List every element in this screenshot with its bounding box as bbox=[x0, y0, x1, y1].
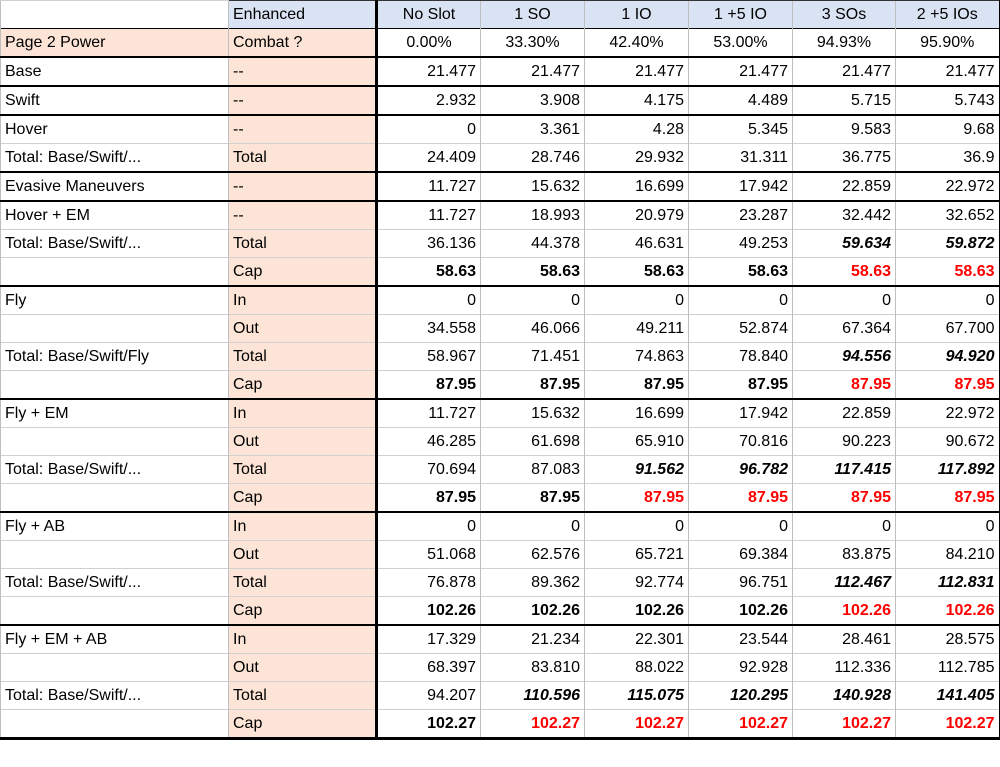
row-enhanced[interactable]: Cap bbox=[229, 484, 377, 513]
table-row bbox=[1, 428, 1000, 456]
value-cell[interactable]: 4.28 bbox=[585, 115, 689, 144]
row-label[interactable]: Total: Base/Swift/... bbox=[1, 144, 229, 173]
table-row bbox=[1, 399, 1000, 428]
value-cell[interactable]: 92.774 bbox=[585, 569, 689, 597]
value-cell[interactable]: 44.378 bbox=[481, 230, 585, 258]
value-cell[interactable]: 102.26 bbox=[896, 597, 1000, 626]
value-cell[interactable]: 87.95 bbox=[689, 484, 793, 513]
value-cell[interactable]: 78.840 bbox=[689, 343, 793, 371]
value-cell[interactable]: 67.700 bbox=[896, 315, 1000, 343]
value-cell[interactable]: 87.95 bbox=[481, 371, 585, 400]
table-row bbox=[1, 172, 1000, 201]
value-cell[interactable]: 94.207 bbox=[377, 682, 481, 710]
value-cell[interactable]: 36.775 bbox=[793, 144, 896, 173]
value-cell[interactable]: 112.336 bbox=[793, 654, 896, 682]
value-cell[interactable]: 96.782 bbox=[689, 456, 793, 484]
value-cell[interactable]: 9.68 bbox=[896, 115, 1000, 144]
row-label[interactable]: Total: Base/Swift/Fly bbox=[1, 343, 229, 371]
percent-cell[interactable]: 94.93% bbox=[793, 29, 896, 58]
value-cell[interactable]: 34.558 bbox=[377, 315, 481, 343]
value-cell[interactable]: 4.489 bbox=[689, 86, 793, 115]
percent-row-label[interactable]: Page 2 Power bbox=[1, 29, 229, 58]
percent-cell[interactable]: 42.40% bbox=[585, 29, 689, 58]
row-enhanced[interactable]: Out bbox=[229, 315, 377, 343]
value-cell[interactable]: 120.295 bbox=[689, 682, 793, 710]
value-cell[interactable]: 102.27 bbox=[793, 710, 896, 739]
value-cell[interactable]: 65.910 bbox=[585, 428, 689, 456]
value-cell[interactable]: 28.575 bbox=[896, 625, 1000, 654]
value-cell[interactable]: 0 bbox=[481, 512, 585, 541]
value-cell[interactable]: 87.95 bbox=[793, 484, 896, 513]
value-cell[interactable]: 23.287 bbox=[689, 201, 793, 230]
value-cell[interactable]: 31.311 bbox=[689, 144, 793, 173]
row-label[interactable]: Total: Base/Swift/... bbox=[1, 230, 229, 258]
row-label[interactable]: Total: Base/Swift/... bbox=[1, 456, 229, 484]
value-cell[interactable]: 87.95 bbox=[585, 484, 689, 513]
row-enhanced[interactable]: Total bbox=[229, 569, 377, 597]
value-cell[interactable]: 49.253 bbox=[689, 230, 793, 258]
value-cell[interactable]: 0 bbox=[481, 286, 585, 315]
table-row bbox=[1, 484, 1000, 513]
value-cell[interactable]: 65.721 bbox=[585, 541, 689, 569]
value-cell[interactable]: 112.831 bbox=[896, 569, 1000, 597]
row-enhanced[interactable]: In bbox=[229, 286, 377, 315]
table-row bbox=[1, 682, 1000, 710]
row-label[interactable]: Fly + EM bbox=[1, 399, 229, 428]
value-cell[interactable]: 117.892 bbox=[896, 456, 1000, 484]
value-cell[interactable]: 15.632 bbox=[481, 172, 585, 201]
value-cell[interactable]: 102.27 bbox=[585, 710, 689, 739]
value-cell[interactable]: 15.632 bbox=[481, 399, 585, 428]
percent-row-enhanced[interactable]: Combat ? bbox=[229, 29, 377, 58]
value-cell[interactable]: 58.63 bbox=[377, 258, 481, 287]
row-label[interactable]: Swift bbox=[1, 86, 229, 115]
row-enhanced[interactable]: -- bbox=[229, 57, 377, 86]
row-label[interactable]: Fly bbox=[1, 286, 229, 315]
value-cell[interactable]: 61.698 bbox=[481, 428, 585, 456]
header-1-io[interactable]: 1 IO bbox=[585, 1, 689, 29]
value-cell[interactable]: 102.27 bbox=[481, 710, 585, 739]
value-cell[interactable]: 59.872 bbox=[896, 230, 1000, 258]
value-cell[interactable]: 87.95 bbox=[793, 371, 896, 400]
row-enhanced[interactable]: -- bbox=[229, 201, 377, 230]
value-cell[interactable]: 88.022 bbox=[585, 654, 689, 682]
value-cell[interactable]: 20.979 bbox=[585, 201, 689, 230]
row-enhanced[interactable]: Total bbox=[229, 230, 377, 258]
table-row bbox=[1, 654, 1000, 682]
table-row bbox=[1, 201, 1000, 230]
value-cell[interactable]: 46.285 bbox=[377, 428, 481, 456]
table-row bbox=[1, 371, 1000, 400]
value-cell[interactable]: 87.95 bbox=[585, 371, 689, 400]
value-cell[interactable]: 70.816 bbox=[689, 428, 793, 456]
row-label[interactable]: Total: Base/Swift/... bbox=[1, 569, 229, 597]
value-cell[interactable]: 94.920 bbox=[896, 343, 1000, 371]
value-cell[interactable]: 17.942 bbox=[689, 172, 793, 201]
row-enhanced[interactable]: -- bbox=[229, 172, 377, 201]
value-cell[interactable]: 69.384 bbox=[689, 541, 793, 569]
table-row bbox=[1, 456, 1000, 484]
value-cell[interactable]: 46.066 bbox=[481, 315, 585, 343]
percent-row bbox=[1, 29, 1000, 58]
value-cell[interactable]: 58.63 bbox=[689, 258, 793, 287]
value-cell[interactable]: 11.727 bbox=[377, 399, 481, 428]
value-cell[interactable]: 90.223 bbox=[793, 428, 896, 456]
row-enhanced[interactable]: Out bbox=[229, 428, 377, 456]
value-cell[interactable]: 92.928 bbox=[689, 654, 793, 682]
value-cell[interactable]: 21.477 bbox=[585, 57, 689, 86]
value-cell[interactable]: 21.477 bbox=[377, 57, 481, 86]
header-row bbox=[1, 1, 1000, 29]
value-cell[interactable]: 58.63 bbox=[793, 258, 896, 287]
value-cell[interactable]: 115.075 bbox=[585, 682, 689, 710]
table-row bbox=[1, 115, 1000, 144]
table-row bbox=[1, 512, 1000, 541]
header-corner[interactable] bbox=[1, 1, 229, 29]
value-cell[interactable]: 91.562 bbox=[585, 456, 689, 484]
row-enhanced[interactable]: Total bbox=[229, 682, 377, 710]
row-enhanced[interactable]: Cap bbox=[229, 710, 377, 739]
value-cell[interactable]: 0 bbox=[377, 115, 481, 144]
row-enhanced[interactable]: In bbox=[229, 399, 377, 428]
value-cell[interactable]: 17.329 bbox=[377, 625, 481, 654]
value-cell[interactable]: 94.556 bbox=[793, 343, 896, 371]
table-row bbox=[1, 315, 1000, 343]
row-label[interactable]: Base bbox=[1, 57, 229, 86]
value-cell[interactable]: 112.785 bbox=[896, 654, 1000, 682]
value-cell[interactable]: 32.442 bbox=[793, 201, 896, 230]
table-row bbox=[1, 57, 1000, 86]
row-label[interactable] bbox=[1, 428, 229, 456]
row-label[interactable] bbox=[1, 371, 229, 400]
value-cell[interactable]: 18.993 bbox=[481, 201, 585, 230]
header-1-so[interactable]: 1 SO bbox=[481, 1, 585, 29]
row-enhanced[interactable]: Out bbox=[229, 541, 377, 569]
row-label[interactable] bbox=[1, 710, 229, 739]
value-cell[interactable]: 58.967 bbox=[377, 343, 481, 371]
table-row bbox=[1, 144, 1000, 173]
row-enhanced[interactable]: Total bbox=[229, 343, 377, 371]
value-cell[interactable]: 16.699 bbox=[585, 399, 689, 428]
value-cell[interactable]: 0 bbox=[793, 286, 896, 315]
value-cell[interactable]: 52.874 bbox=[689, 315, 793, 343]
row-label[interactable]: Evasive Maneuvers bbox=[1, 172, 229, 201]
value-cell[interactable]: 4.175 bbox=[585, 86, 689, 115]
value-cell[interactable]: 83.875 bbox=[793, 541, 896, 569]
value-cell[interactable]: 102.26 bbox=[689, 597, 793, 626]
value-cell[interactable]: 36.136 bbox=[377, 230, 481, 258]
value-cell[interactable]: 141.405 bbox=[896, 682, 1000, 710]
value-cell[interactable]: 2.932 bbox=[377, 86, 481, 115]
value-cell[interactable]: 36.9 bbox=[896, 144, 1000, 173]
value-cell[interactable]: 140.928 bbox=[793, 682, 896, 710]
row-label[interactable]: Hover + EM bbox=[1, 201, 229, 230]
value-cell[interactable]: 84.210 bbox=[896, 541, 1000, 569]
value-cell[interactable]: 21.477 bbox=[896, 57, 1000, 86]
value-cell[interactable]: 112.467 bbox=[793, 569, 896, 597]
table-row bbox=[1, 230, 1000, 258]
value-cell[interactable]: 62.576 bbox=[481, 541, 585, 569]
value-cell[interactable]: 29.932 bbox=[585, 144, 689, 173]
value-cell[interactable]: 24.409 bbox=[377, 144, 481, 173]
value-cell[interactable]: 102.27 bbox=[896, 710, 1000, 739]
value-cell[interactable]: 74.863 bbox=[585, 343, 689, 371]
value-cell[interactable]: 21.234 bbox=[481, 625, 585, 654]
row-label[interactable] bbox=[1, 654, 229, 682]
value-cell[interactable]: 58.63 bbox=[896, 258, 1000, 287]
value-cell[interactable]: 0 bbox=[377, 286, 481, 315]
value-cell[interactable]: 76.878 bbox=[377, 569, 481, 597]
value-cell[interactable]: 22.859 bbox=[793, 172, 896, 201]
value-cell[interactable]: 0 bbox=[689, 512, 793, 541]
value-cell[interactable]: 0 bbox=[377, 512, 481, 541]
value-cell[interactable]: 68.397 bbox=[377, 654, 481, 682]
value-cell[interactable]: 3.908 bbox=[481, 86, 585, 115]
header-3-sos[interactable]: 3 SOs bbox=[793, 1, 896, 29]
table-row bbox=[1, 597, 1000, 626]
value-cell[interactable]: 5.715 bbox=[793, 86, 896, 115]
value-cell[interactable]: 23.544 bbox=[689, 625, 793, 654]
value-cell[interactable]: 110.596 bbox=[481, 682, 585, 710]
value-cell[interactable]: 102.26 bbox=[377, 597, 481, 626]
value-cell[interactable]: 71.451 bbox=[481, 343, 585, 371]
header-1-plus5-io[interactable]: 1 +5 IO bbox=[689, 1, 793, 29]
row-label[interactable]: Hover bbox=[1, 115, 229, 144]
row-enhanced[interactable]: Cap bbox=[229, 597, 377, 626]
value-cell[interactable]: 11.727 bbox=[377, 201, 481, 230]
percent-cell[interactable]: 33.30% bbox=[481, 29, 585, 58]
value-cell[interactable]: 0 bbox=[793, 512, 896, 541]
row-enhanced[interactable]: Out bbox=[229, 654, 377, 682]
table-row bbox=[1, 86, 1000, 115]
value-cell[interactable]: 58.63 bbox=[585, 258, 689, 287]
value-cell[interactable]: 87.95 bbox=[896, 484, 1000, 513]
value-cell[interactable]: 0 bbox=[896, 512, 1000, 541]
table-row bbox=[1, 569, 1000, 597]
value-cell[interactable]: 22.972 bbox=[896, 172, 1000, 201]
value-cell[interactable]: 83.810 bbox=[481, 654, 585, 682]
table-row bbox=[1, 258, 1000, 287]
value-cell[interactable]: 22.859 bbox=[793, 399, 896, 428]
value-cell[interactable]: 90.672 bbox=[896, 428, 1000, 456]
value-cell[interactable]: 67.364 bbox=[793, 315, 896, 343]
percent-cell[interactable]: 0.00% bbox=[377, 29, 481, 58]
value-cell[interactable]: 16.699 bbox=[585, 172, 689, 201]
row-label[interactable] bbox=[1, 541, 229, 569]
value-cell[interactable]: 5.345 bbox=[689, 115, 793, 144]
value-cell[interactable]: 0 bbox=[585, 286, 689, 315]
value-cell[interactable]: 87.95 bbox=[377, 484, 481, 513]
value-cell[interactable]: 58.63 bbox=[481, 258, 585, 287]
header-2-plus5-ios[interactable]: 2 +5 IOs bbox=[896, 1, 1000, 29]
value-cell[interactable]: 0 bbox=[896, 286, 1000, 315]
header-no-slot[interactable]: No Slot bbox=[377, 1, 481, 29]
value-cell[interactable]: 59.634 bbox=[793, 230, 896, 258]
value-cell[interactable]: 102.26 bbox=[481, 597, 585, 626]
value-cell[interactable]: 32.652 bbox=[896, 201, 1000, 230]
row-enhanced[interactable]: Cap bbox=[229, 258, 377, 287]
value-cell[interactable]: 87.95 bbox=[689, 371, 793, 400]
row-enhanced[interactable]: In bbox=[229, 625, 377, 654]
value-cell[interactable]: 3.361 bbox=[481, 115, 585, 144]
row-enhanced[interactable]: -- bbox=[229, 115, 377, 144]
value-cell[interactable]: 117.415 bbox=[793, 456, 896, 484]
value-cell[interactable]: 89.362 bbox=[481, 569, 585, 597]
value-cell[interactable]: 96.751 bbox=[689, 569, 793, 597]
value-cell[interactable]: 21.477 bbox=[689, 57, 793, 86]
value-cell[interactable]: 28.461 bbox=[793, 625, 896, 654]
value-cell[interactable]: 87.95 bbox=[481, 484, 585, 513]
row-enhanced[interactable]: -- bbox=[229, 86, 377, 115]
row-enhanced[interactable]: Total bbox=[229, 456, 377, 484]
row-enhanced[interactable]: In bbox=[229, 512, 377, 541]
row-label[interactable]: Fly + AB bbox=[1, 512, 229, 541]
table-row bbox=[1, 286, 1000, 315]
table-row bbox=[1, 343, 1000, 371]
row-label[interactable]: Total: Base/Swift/... bbox=[1, 682, 229, 710]
value-cell[interactable]: 70.694 bbox=[377, 456, 481, 484]
value-cell[interactable]: 5.743 bbox=[896, 86, 1000, 115]
value-cell[interactable]: 0 bbox=[689, 286, 793, 315]
value-cell[interactable]: 87.083 bbox=[481, 456, 585, 484]
value-cell[interactable]: 87.95 bbox=[896, 371, 1000, 400]
header-enhanced[interactable]: Enhanced bbox=[229, 1, 377, 29]
value-cell[interactable]: 87.95 bbox=[377, 371, 481, 400]
table-row bbox=[1, 541, 1000, 569]
row-label[interactable] bbox=[1, 258, 229, 287]
value-cell[interactable]: 102.26 bbox=[585, 597, 689, 626]
value-cell[interactable]: 46.631 bbox=[585, 230, 689, 258]
value-cell[interactable]: 0 bbox=[585, 512, 689, 541]
value-cell[interactable]: 51.068 bbox=[377, 541, 481, 569]
percent-cell[interactable]: 95.90% bbox=[896, 29, 1000, 58]
table-row bbox=[1, 625, 1000, 654]
row-enhanced[interactable]: Total bbox=[229, 144, 377, 173]
value-cell[interactable]: 102.26 bbox=[793, 597, 896, 626]
value-cell[interactable]: 22.301 bbox=[585, 625, 689, 654]
table-row bbox=[1, 710, 1000, 739]
percent-cell[interactable]: 53.00% bbox=[689, 29, 793, 58]
row-label[interactable] bbox=[1, 315, 229, 343]
value-cell[interactable]: 21.477 bbox=[793, 57, 896, 86]
value-cell[interactable]: 9.583 bbox=[793, 115, 896, 144]
row-label[interactable] bbox=[1, 484, 229, 513]
value-cell[interactable]: 22.972 bbox=[896, 399, 1000, 428]
value-cell[interactable]: 21.477 bbox=[481, 57, 585, 86]
value-cell[interactable]: 28.746 bbox=[481, 144, 585, 173]
value-cell[interactable]: 11.727 bbox=[377, 172, 481, 201]
row-label[interactable]: Fly + EM + AB bbox=[1, 625, 229, 654]
value-cell[interactable]: 49.211 bbox=[585, 315, 689, 343]
value-cell[interactable]: 102.27 bbox=[689, 710, 793, 739]
value-cell[interactable]: 17.942 bbox=[689, 399, 793, 428]
value-cell[interactable]: 102.27 bbox=[377, 710, 481, 739]
row-enhanced[interactable]: Cap bbox=[229, 371, 377, 400]
row-label[interactable] bbox=[1, 597, 229, 626]
